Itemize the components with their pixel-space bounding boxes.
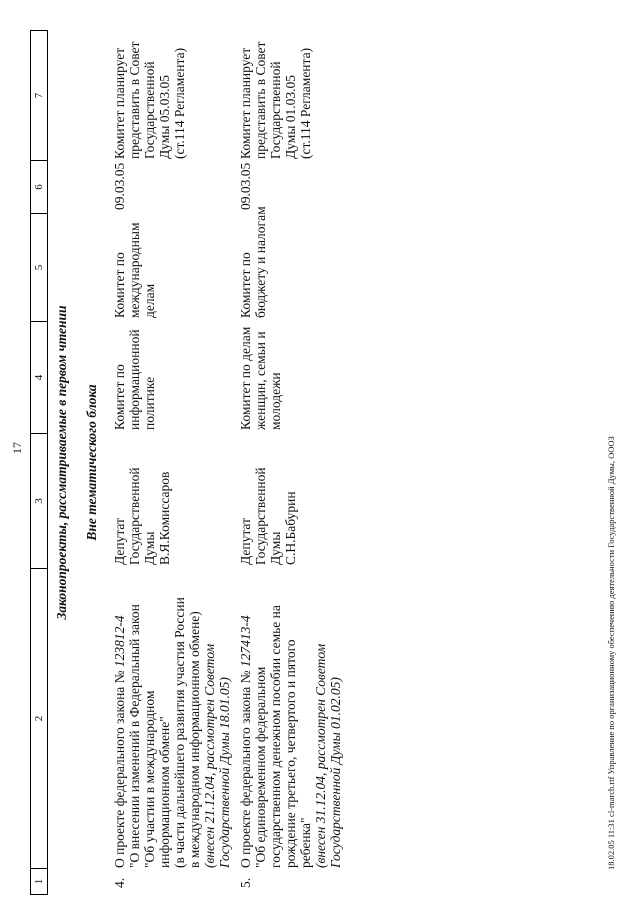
- committee-line: молодежи: [268, 372, 283, 430]
- committee-line: Комитет по: [112, 364, 127, 430]
- bill-heading-line: [112, 572, 127, 868]
- remark: [112, 31, 187, 159]
- remark-line: представить в Совет: [127, 41, 142, 159]
- co-committee-line: делам: [142, 283, 157, 318]
- responsible-committee: [238, 324, 283, 430]
- bill-title-line: "Об участии в международном: [142, 690, 157, 868]
- author-line: Депутат: [112, 518, 127, 565]
- column-header-2: 2: [31, 568, 47, 868]
- table-row: [238, 0, 363, 900]
- remark-line: представить в Совет: [253, 41, 268, 159]
- table-row: [112, 0, 237, 900]
- author-line: Думы: [142, 531, 157, 565]
- bill-note-line: (внесен 31.12.04, рассмотрен Советом: [313, 643, 328, 868]
- date-value: 09.03.05: [238, 162, 253, 210]
- subsection-heading: Вне тематического блока: [84, 384, 99, 541]
- remark-line: Комитет планирует: [238, 47, 253, 159]
- row-number: 4.: [112, 877, 127, 888]
- co-committee-line: Комитет по: [112, 252, 127, 318]
- committee-line: женщин, семьи и: [253, 331, 268, 430]
- page-number: 17: [10, 442, 24, 454]
- co-committee: [112, 214, 157, 318]
- date-value: 09.03.05: [112, 162, 127, 210]
- bill-title-line: информационном обмене": [157, 716, 172, 868]
- bill-intro: О проекте федерального закона №: [238, 670, 253, 868]
- co-committee-line: Комитет по: [238, 252, 253, 318]
- column-header-4: 4: [31, 321, 47, 433]
- date: [112, 162, 127, 210]
- remark-line: Государственной: [142, 61, 157, 159]
- remark-line: Думы 01.03.05: [283, 74, 298, 159]
- column-header-7: 7: [33, 92, 45, 99]
- remark-line: Государственной: [268, 61, 283, 159]
- bill-heading-line: [238, 572, 253, 868]
- committee-line: политике: [142, 376, 157, 430]
- section-heading: Законопроекты, рассматриваемые в первом чтении: [54, 305, 69, 620]
- table-header-row: [30, 30, 48, 895]
- bill-title-line: "О внесении изменений в Федеральный закон: [127, 604, 142, 868]
- author-line: Государственной: [253, 467, 268, 565]
- remark-line: Комитет планирует: [112, 47, 127, 159]
- document-footer: 18.02.05 11:31 cl-march.rtf Управление по организационному обеспечению деятельности Государственной Думы, ОООЗ: [606, 436, 616, 870]
- committee-line: Комитет по делам: [238, 326, 253, 430]
- column-header-3: 3: [31, 433, 47, 568]
- bill-title-line: ребенка": [298, 817, 313, 868]
- author-line: С.Н.Бабурин: [283, 491, 298, 565]
- remark-line: (ст.114 Регламента): [298, 47, 313, 159]
- date: [238, 162, 253, 210]
- bill-title-line: государственном денежном пособии семье на: [268, 605, 283, 868]
- remark-line: Думы 05.03.05: [157, 74, 172, 159]
- co-committee-line: международным: [127, 222, 142, 318]
- author-line: Государственной: [127, 467, 142, 565]
- bill-author: [238, 437, 298, 565]
- column-header-6: 6: [31, 160, 47, 213]
- bill-title-line: "Об единовременном федеральном: [253, 666, 268, 868]
- bill-note-line: Государственной Думы 18.01.05): [217, 677, 232, 868]
- author-line: Думы: [268, 531, 283, 565]
- bill-title-line: (в части дальнейшего развития участия России: [172, 597, 187, 868]
- bill-description: [112, 572, 232, 868]
- co-committee: [238, 206, 268, 318]
- author-line: В.Я.Комиссаров: [157, 471, 172, 565]
- responsible-committee: [112, 324, 157, 430]
- bill-note-line: (внесен 21.12.04, рассмотрен Советом: [202, 643, 217, 868]
- bill-author: [112, 437, 172, 565]
- co-committee-line: бюджету и налогам: [253, 206, 268, 318]
- bill-number: 127413-4: [238, 615, 253, 668]
- bill-note-line: Государственной Думы 01.02.05): [328, 677, 343, 868]
- bill-title-line: рождение третьего, четвертого и пятого: [283, 639, 298, 868]
- column-header-1: 1: [31, 868, 47, 894]
- remark-line: (ст.114 Регламента): [172, 47, 187, 159]
- bill-description: [238, 572, 343, 868]
- row-number: 5.: [238, 877, 253, 888]
- remark: [238, 31, 313, 159]
- column-header-5: 5: [31, 213, 47, 321]
- bill-number: 123812-4: [112, 615, 127, 668]
- author-line: Депутат: [238, 518, 253, 565]
- bill-title-line: в международном информационном обмене): [187, 611, 202, 868]
- committee-line: информационной: [127, 329, 142, 430]
- bill-intro: О проекте федерального закона №: [112, 670, 127, 868]
